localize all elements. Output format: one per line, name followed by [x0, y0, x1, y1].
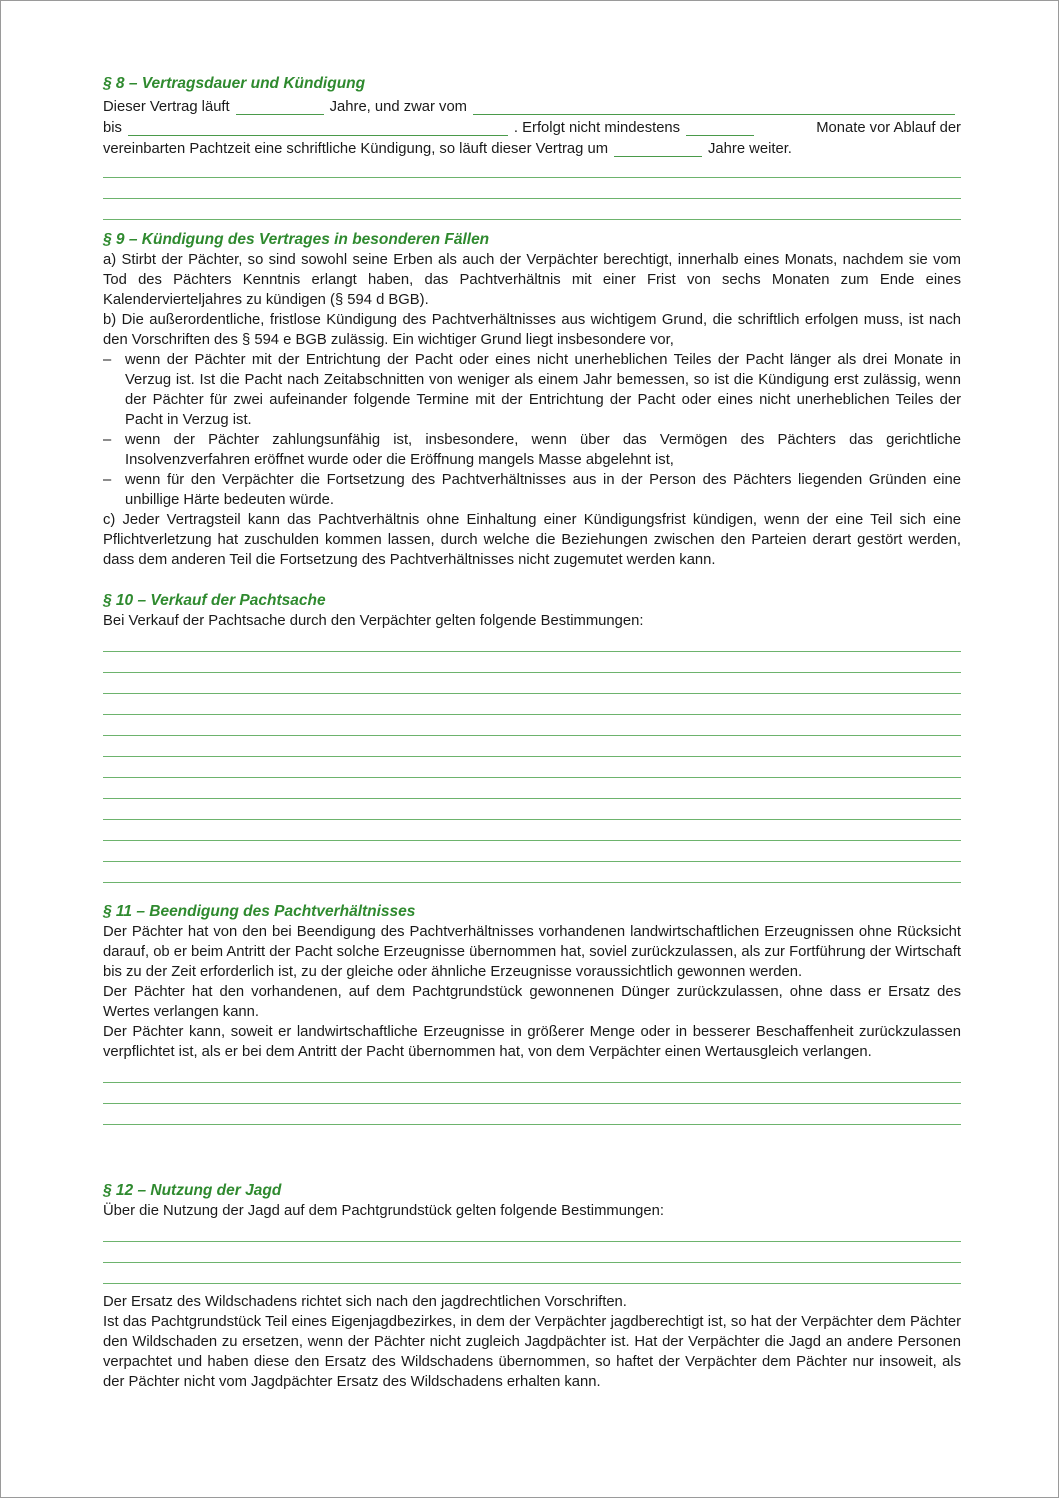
blank-line[interactable] — [103, 157, 961, 178]
blank-line[interactable] — [103, 694, 961, 715]
list-item-text: wenn der Pächter mit der Entrichtung der Pacht oder eines nicht unerheblichen Teiles der Pacht länger als drei Monate in Verzug ist. Ist die Pacht nach Zeitabschnitten von weniger als einem Jahr bemessen, so ist die Kündigung erst zulässig, wenn der Pächter für zwei aufeinander folgende Termine mit der Entrichtung der Pacht oder eines nicht unerheblichen Teiles der Pacht in Verzug ist. — [125, 352, 961, 428]
section-12 — [103, 1181, 961, 1392]
clause-a: a) Stirbt der Pächter, so sind sowohl seine Erben als auch der Verpächter berechtigt, innerhalb eines Monats, nachdem sie vom Tod des Pächters Kenntnis erlangt haben, das Pachtverhältnis mit einer Frist von sechs Monaten zum Ende eines Kalendervierteljahres zu kündigen (§ 594 d BGB). — [103, 252, 961, 308]
section-12-paragraph-1: Der Ersatz des Wildschadens richtet sich nach den jagdrechtlichen Vorschriften. — [103, 1294, 627, 1310]
blank-line[interactable] — [103, 652, 961, 673]
blank-line[interactable] — [103, 736, 961, 757]
section-10-intro: Bei Verkauf der Pachtsache durch den Verpächter gelten folgende Bestimmungen: — [103, 613, 644, 629]
section-11 — [103, 902, 961, 1125]
blank-line[interactable] — [103, 1062, 961, 1083]
years-field[interactable] — [236, 100, 324, 115]
blank-line[interactable] — [103, 799, 961, 820]
dash-bullet: – — [103, 472, 112, 488]
duration-text-5: Monate vor Ablauf der — [816, 120, 961, 136]
section-9 — [103, 230, 961, 570]
blank-line[interactable] — [103, 199, 961, 220]
list-item — [103, 470, 961, 510]
section-11-paragraph-2: Der Pächter hat den vorhandenen, auf dem Pachtgrundstück gewonnenen Dünger zurückzulassen, ohne dass er Ersatz des Wertes verlangen kann. — [103, 984, 961, 1020]
blank-line[interactable] — [103, 820, 961, 841]
blank-line[interactable] — [103, 673, 961, 694]
list-item-text: wenn der Pächter zahlungsunfähig ist, insbesondere, wenn über das Vermögen des Pächters das gerichtliche Insolvenzverfahren eröffnet wurde oder die Eröffnung mangels Masse abgelehnt ist, — [125, 432, 961, 468]
clause-b: b) Die außerordentliche, fristlose Kündigung des Pachtverhältnisses aus wichtigem Grund, die schriftlich erfolgen muss, ist nach den Vorschriften des § 594 e BGB zulässig. Ein wichtiger Grund liegt insbesondere vor, — [103, 312, 961, 348]
duration-line-2 — [103, 115, 961, 136]
list-item — [103, 350, 961, 430]
list-item-text: wenn für den Verpächter die Fortsetzung des Pachtverhältnisses aus in der Person des Pächters liegenden Gründen eine unbillige Härte bedeuten würde. — [125, 472, 961, 508]
blank-line[interactable] — [103, 631, 961, 652]
duration-text-1: Dieser Vertrag läuft — [103, 99, 230, 115]
notice-months-field[interactable] — [686, 121, 754, 136]
duration-text-6: vereinbarten Pachtzeit eine schriftliche Kündigung, so läuft dieser Vertrag um — [103, 141, 609, 157]
blank-line[interactable] — [103, 178, 961, 199]
section-9-heading: § 9 – Kündigung des Vertrages in besonderen Fällen — [103, 231, 490, 248]
duration-text-4: . Erfolgt nicht mindestens — [513, 120, 681, 136]
duration-text-3: bis — [103, 120, 122, 136]
clause-c: c) Jeder Vertragsteil kann das Pachtverhältnis ohne Einhaltung einer Kündigungsfrist kündigen, wenn der eine Teil sich eine Pflichtverletzung hat zuschulden kommen lassen, durch welche die Beziehungen zwischen den Parteien derart gestört werden, dass dem anderen Teil die Fortsetzung des Pachtverhältnisses nicht zugemutet werden kann. — [103, 512, 961, 568]
blank-line[interactable] — [103, 757, 961, 778]
blank-line[interactable] — [103, 1242, 961, 1263]
dash-bullet: – — [103, 352, 112, 368]
section-12-paragraph-2: Ist das Pachtgrundstück Teil eines Eigenjagdbezirkes, in dem der Verpächter jagdberechtigt ist, so hat der Verpächter dem Pächter den Wildschaden zu ersetzen, wenn der Pächter nicht zugleich Jagdpächter ist. Hat der Verpächter die Jagd an andere Personen verpachtet und haben diese den Ersatz des Wildschadens übernommen, so haftet der Verpächter dem Pächter nur insoweit, als der Pächter nicht vom Jagdpächter Ersatz des Wildschadens erhalten kann. — [103, 1314, 961, 1390]
section-12-intro: Über die Nutzung der Jagd auf dem Pachtgrundstück gelten folgende Bestimmungen: — [103, 1203, 664, 1219]
blank-line[interactable] — [103, 778, 961, 799]
blank-line[interactable] — [103, 1083, 961, 1104]
dash-bullet: – — [103, 432, 112, 448]
blank-line[interactable] — [103, 1263, 961, 1284]
blank-line[interactable] — [103, 862, 961, 883]
section-12-heading: § 12 – Nutzung der Jagd — [103, 1182, 282, 1199]
duration-text-7: Jahre weiter. — [708, 141, 792, 157]
list-item — [103, 430, 961, 470]
duration-text-2: Jahre, und zwar vom — [329, 99, 467, 115]
section-8 — [103, 74, 961, 220]
section-10-heading: § 10 – Verkauf der Pachtsache — [103, 592, 326, 609]
duration-line-3 — [103, 136, 961, 157]
section-11-paragraph-3: Der Pächter kann, soweit er landwirtschaftliche Erzeugnisse in größerer Menge oder in besserer Beschaffenheit zurückzulassen verpflichtet ist, als er bei dem Antritt der Pacht übernommen hat, von dem Verpächter einen Wertausgleich verlangen. — [103, 1024, 961, 1060]
section-11-heading: § 11 – Beendigung des Pachtverhältnisses — [103, 903, 416, 920]
start-date-field[interactable] — [473, 100, 955, 115]
end-date-field[interactable] — [128, 121, 508, 136]
extension-years-field[interactable] — [614, 142, 702, 157]
blank-line[interactable] — [103, 841, 961, 862]
section-10 — [103, 591, 961, 883]
blank-line[interactable] — [103, 1221, 961, 1242]
blank-line[interactable] — [103, 1104, 961, 1125]
blank-line[interactable] — [103, 715, 961, 736]
duration-line-1 — [103, 94, 961, 115]
section-8-heading: § 8 – Vertragsdauer und Kündigung — [103, 75, 366, 92]
section-11-paragraph-1: Der Pächter hat von den bei Beendigung des Pachtverhältnisses vorhandenen landwirtschaftlichen Erzeugnissen ohne Rücksicht darauf, ob er beim Antritt der Pacht solche Erzeugnisse übernommen hat, soviel zurückzulassen, als zur Fortführung der Wirtschaft bis zu der Zeit erforderlich ist, zu der gleiche oder ähnliche Erzeugnisse voraussichtlich gewonnen werden. — [103, 924, 961, 980]
